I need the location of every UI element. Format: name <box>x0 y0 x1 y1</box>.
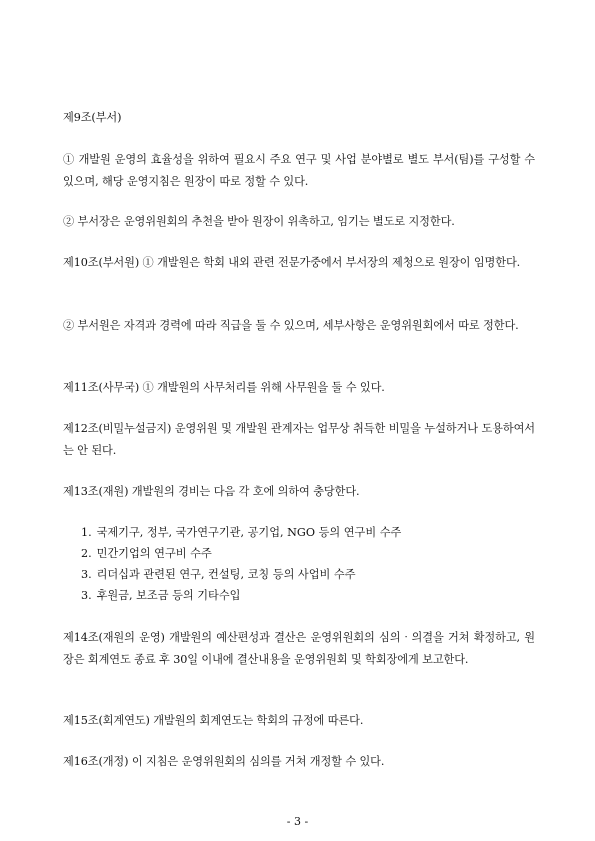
article-9-title: 제9조(부서) <box>63 111 122 124</box>
article-9-paragraph-2: ② 부서장은 운영위원회의 추천을 받아 원장이 위촉하고, 임기는 별도로 지정한다. <box>63 215 455 228</box>
list-item-number: 2. <box>81 547 92 560</box>
list-item-text: 후원금, 보조금 등의 기타수입 <box>96 589 241 602</box>
article-9-paragraph-1: ① 개발원 운영의 효율성을 위하여 필요시 주요 연구 및 사업 분야별로 별도 부서(팀)를 구성할 수 있으며, 해당 운영지침은 원장이 따로 정할 수 있다. <box>63 153 535 188</box>
article-10-paragraph-2: ② 부서원은 자격과 경력에 따라 직급을 둘 수 있으며, 세부사항은 운영위원회에서 따로 정한다. <box>63 319 519 332</box>
list-item-number: 3. <box>81 589 92 602</box>
article-10-paragraph-1: 제10조(부서원) ① 개발원은 학회 내외 관련 전문가중에서 부서장의 제청으로 원장이 임명한다. <box>63 256 521 269</box>
page-number: - 3 - <box>286 815 309 828</box>
article-13-title: 제13조(재원) 개발원의 경비는 다음 각 호에 의하여 충당한다. <box>63 485 360 498</box>
article-14: 제14조(재원의 운영) 개발원의 예산편성과 결산은 운영위원회의 심의‧의결을 거쳐 확정하고, 원장은 회계연도 종료 후 30일 이내에 결산내용을 운영위원회 및 학회장에게 보고한다. <box>63 631 535 666</box>
list-item <box>81 566 356 583</box>
list-item-text: 국제기구, 정부, 국가연구기관, 공기업, NGO 등의 연구비 수주 <box>96 526 402 539</box>
article-15: 제15조(회계연도) 개발원의 회계연도는 학회의 규정에 따른다. <box>63 714 364 727</box>
list-item <box>81 524 401 541</box>
article-12: 제12조(비밀누설금지) 운영위원 및 개발원 관계자는 업무상 취득한 비밀을 누설하거나 도용하여서는 안 된다. <box>63 422 535 457</box>
article-16: 제16조(개정) 이 지침은 운영위원회의 심의를 거쳐 개정할 수 있다. <box>63 755 385 768</box>
list-item-number: 1. <box>81 526 92 539</box>
list-item <box>81 587 240 604</box>
list-item-number: 3. <box>81 568 92 581</box>
list-item <box>81 545 212 562</box>
article-11: 제11조(사무국) ① 개발원의 사무처리를 위해 사무원을 둘 수 있다. <box>63 381 385 394</box>
list-item-text: 리더십과 관련된 연구, 컨설팅, 코칭 등의 사업비 수주 <box>96 568 356 581</box>
list-item-text: 민간기업의 연구비 수주 <box>96 547 212 560</box>
